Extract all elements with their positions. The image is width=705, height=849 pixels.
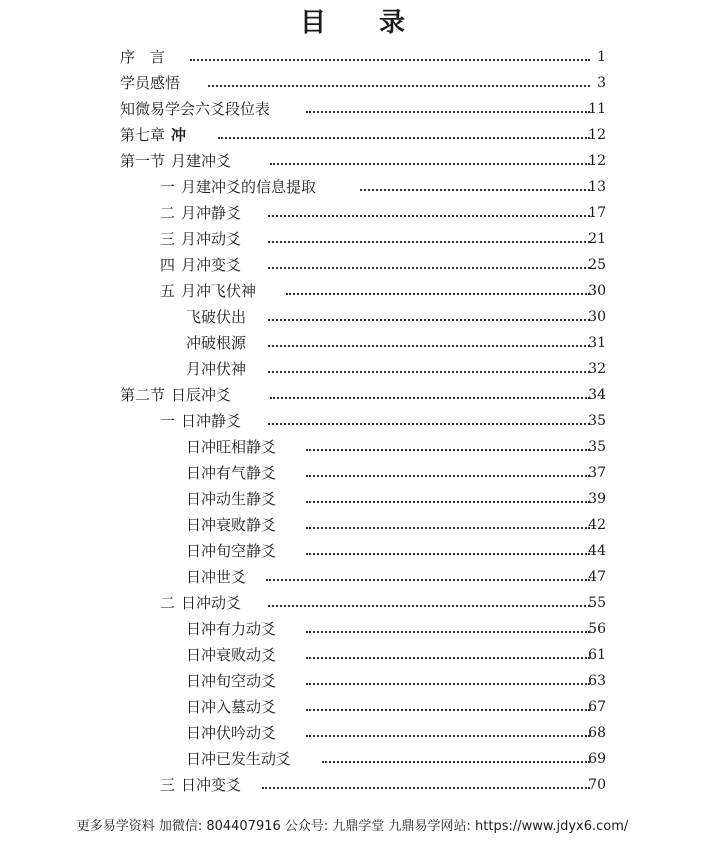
toc-entry-label [186,746,291,772]
toc-entry-label [120,382,231,408]
toc-entry-label [160,226,241,252]
toc-entry-title: 日冲动生静爻 [186,490,277,508]
toc-entry-title: 日冲衰败静爻 [186,516,277,534]
toc-entry-label [160,590,241,616]
dot-leader [306,553,590,555]
toc-entry-number: 三 [160,230,176,248]
dot-leader [268,267,590,269]
toc-entry[interactable] [0,512,705,538]
toc-entry-title: 冲 [171,126,187,144]
toc-entry-title: 日冲入墓动爻 [186,698,277,716]
toc-entry-title: 月冲飞伏神 [181,282,257,300]
toc-entry-label [120,122,186,148]
toc-entry-title: 冲破根源 [186,334,247,352]
dot-leader [306,527,590,529]
toc-entry-title: 日辰冲爻 [171,386,232,404]
toc-entry-title: 日冲静爻 [181,412,242,430]
toc-entry-title: 日冲旺相静爻 [186,438,277,456]
toc-entry[interactable] [0,278,705,304]
toc-entry-label [160,174,316,200]
toc-entry-title: 日冲已发生动爻 [186,750,292,768]
toc-entry-title: 月冲动爻 [181,230,242,248]
toc-page-number: 25 [588,257,606,273]
toc-page-number: 55 [588,595,606,611]
toc-entry-label [186,356,246,382]
toc-entry-label [120,96,270,122]
dot-leader [218,137,590,139]
toc-entry[interactable] [0,70,705,96]
toc-entry[interactable] [0,668,705,694]
toc-entry-title: 日冲伏吟动爻 [186,724,277,742]
dot-leader [268,215,590,217]
toc-entry-label [186,330,246,356]
toc-entry-label [186,668,276,694]
toc-page-number: 35 [588,439,606,455]
toc-page-number: 34 [588,387,606,403]
toc-entry[interactable] [0,356,705,382]
toc-entry[interactable] [0,252,705,278]
toc-entry-label [160,408,241,434]
dot-leader [306,631,590,633]
toc-entry[interactable] [0,304,705,330]
toc-entry[interactable] [0,772,705,798]
toc-entry[interactable] [0,590,705,616]
toc-entry[interactable] [0,616,705,642]
dot-leader [306,657,590,659]
toc-entry-label [186,434,276,460]
page-title: 目 录 [299,8,428,38]
dot-leader [268,241,590,243]
toc-entry[interactable] [0,226,705,252]
toc-entry-label [186,694,276,720]
toc-entry-number: 三 [160,776,176,794]
toc-entry-title: 日冲有气静爻 [186,464,277,482]
toc-page-number: 3 [597,75,606,91]
toc-entry[interactable] [0,122,705,148]
toc-entry[interactable] [0,460,705,486]
toc-entry-number: 二 [160,204,176,222]
toc-entry-label [186,564,246,590]
toc-entry-label [160,252,241,278]
toc-page-number: 1 [597,49,606,65]
toc-entry[interactable] [0,148,705,174]
toc-entry[interactable] [0,174,705,200]
toc-entry-title: 飞破伏出 [186,308,247,326]
toc-entry-title: 日冲动爻 [181,594,242,612]
toc-entry[interactable] [0,44,705,70]
toc-entry[interactable] [0,538,705,564]
toc-entry-label [120,44,165,70]
dot-leader [306,735,590,737]
toc-entry-number: 第二节 [120,386,166,404]
toc-page-number: 35 [588,413,606,429]
toc-entry[interactable] [0,200,705,226]
toc-entry-label [186,512,276,538]
dot-leader [306,475,590,477]
toc-page-number: 47 [588,569,606,585]
toc-entry-title: 序 言 [120,48,166,66]
toc-entry-title: 日冲旬空静爻 [186,542,277,560]
toc-entry[interactable] [0,642,705,668]
toc-page-number: 39 [588,491,606,507]
toc-entry-label [186,642,276,668]
dot-leader [306,501,590,503]
toc-page-number: 21 [588,231,606,247]
dot-leader [306,683,590,685]
toc-entry-title: 月冲变爻 [181,256,242,274]
toc-page-number: 68 [588,725,606,741]
dot-leader [268,345,590,347]
toc-page-number: 67 [588,699,606,715]
dot-leader [266,579,590,581]
toc-entry-title: 日冲旬空动爻 [186,672,277,690]
dot-leader [270,397,590,399]
dot-leader [268,605,590,607]
dot-leader [270,163,590,165]
toc-page-number: 31 [588,335,606,351]
toc-entry-number: 第一节 [120,152,166,170]
dot-leader [262,787,590,789]
toc-entry-label [160,200,241,226]
toc-page-number: 63 [588,673,606,689]
toc-page-number: 30 [588,283,606,299]
dot-leader [360,189,590,191]
toc-page-number: 12 [588,127,606,143]
toc-entry-number: 一 [160,178,176,196]
toc-entry-label [186,460,276,486]
dot-leader [306,449,590,451]
dot-leader [306,709,590,711]
toc-page-number: 56 [588,621,606,637]
toc-entry-label [160,278,256,304]
dot-leader [268,319,590,321]
table-of-contents [0,44,705,798]
toc-page-number: 61 [588,647,606,663]
toc-page-number: 11 [588,101,606,117]
toc-entry-title: 月建冲爻的信息提取 [181,178,317,196]
dot-leader [322,761,590,763]
toc-entry[interactable] [0,434,705,460]
toc-entry-label [186,616,276,642]
toc-page-number: 13 [588,179,606,195]
toc-entry[interactable] [0,96,705,122]
toc-entry-title: 月冲静爻 [181,204,242,222]
toc-entry[interactable] [0,486,705,512]
dot-leader [268,423,590,425]
toc-page-number: 30 [588,309,606,325]
toc-entry[interactable] [0,564,705,590]
toc-entry[interactable] [0,694,705,720]
toc-entry-label [120,148,231,174]
toc-entry-number: 第七章 [120,126,166,144]
toc-entry-number: 一 [160,412,176,430]
toc-page-number: 42 [588,517,606,533]
dot-leader [306,111,590,113]
toc-entry[interactable] [0,720,705,746]
toc-entry-label [186,304,246,330]
toc-entry[interactable] [0,746,705,772]
toc-entry[interactable] [0,330,705,356]
footer-note: 更多易学资料 加微信: 804407916 公众号: 九鼎学堂 九鼎易学网站: https://www.jdyx6.com/ [76,819,629,834]
toc-entry-title: 学员感悟 [120,74,181,92]
toc-entry-title: 月冲伏神 [186,360,247,378]
toc-entry-number: 二 [160,594,176,612]
toc-entry-title: 月建冲爻 [171,152,232,170]
toc-entry-label [186,486,276,512]
dot-leader [208,85,590,87]
dot-leader [268,371,590,373]
toc-page-number: 32 [588,361,606,377]
toc-entry-title: 日冲衰败动爻 [186,646,277,664]
dot-leader [286,293,590,295]
toc-page-number: 69 [588,751,606,767]
toc-entry-label [186,538,276,564]
toc-entry-title: 日冲有力动爻 [186,620,277,638]
toc-entry-title: 日冲变爻 [181,776,242,794]
toc-entry-title: 知微易学会六爻段位表 [120,100,271,118]
toc-entry-label [160,772,241,798]
toc-page-number: 17 [588,205,606,221]
toc-entry-number: 五 [160,282,176,300]
toc-entry-number: 四 [160,256,176,274]
dot-leader [190,59,590,61]
toc-entry-label [186,720,276,746]
toc-entry-title: 日冲世爻 [186,568,247,586]
toc-page-number: 37 [588,465,606,481]
toc-entry[interactable] [0,408,705,434]
toc-entry-label [120,70,180,96]
toc-entry[interactable] [0,382,705,408]
toc-page-number: 70 [588,777,606,793]
toc-page-number: 12 [588,153,606,169]
toc-page-number: 44 [588,543,606,559]
